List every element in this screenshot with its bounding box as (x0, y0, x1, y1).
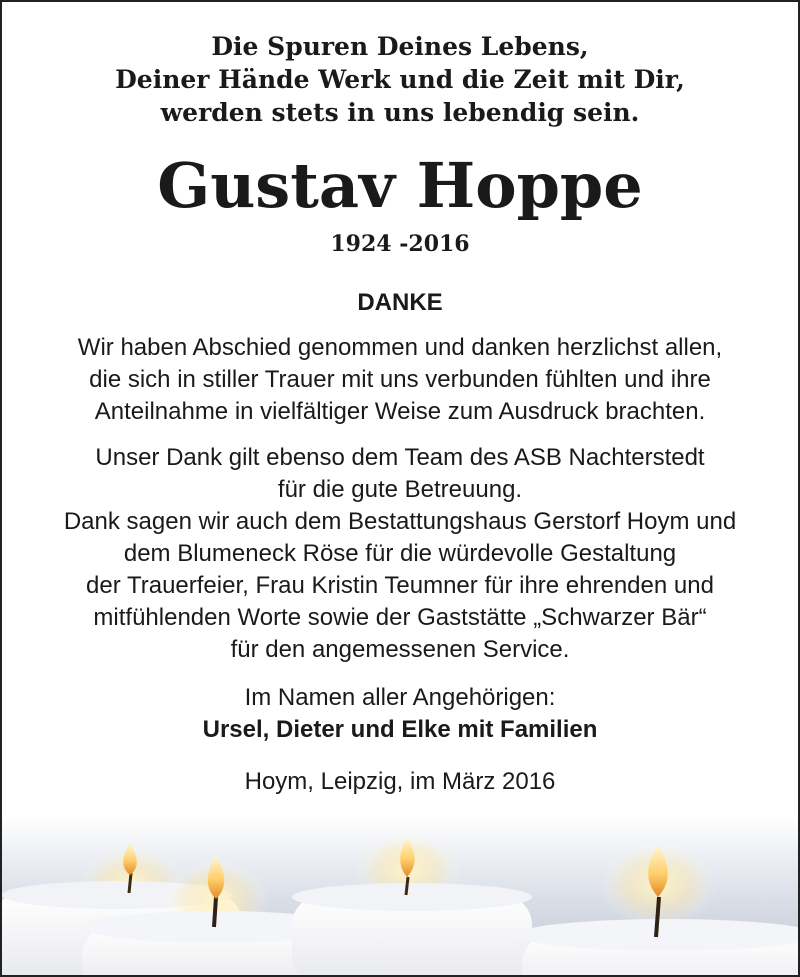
candles-image (2, 815, 798, 975)
candles-illustration (2, 815, 798, 975)
text-line: mitfühlenden Worte sowie der Gaststätte „Schwarzer Bär“ (93, 604, 707, 631)
text-line: Im Namen aller Angehörigen: (244, 684, 556, 711)
text-line: Anteilnahme in vielfältiger Weise zum Ausdruck brachten. (94, 398, 706, 425)
text-line: für die gute Betreuung. (277, 476, 523, 503)
motto-line: Die Spuren Deines Lebens, (211, 32, 589, 61)
place-and-date (2, 766, 798, 798)
text-line: Dank sagen wir auch dem Bestattungshaus Gerstorf Hoym und (63, 508, 737, 535)
candle-4 (517, 840, 798, 975)
thanks-heading: DANKE (357, 289, 443, 316)
candle-3 (292, 830, 532, 975)
text-line: Wir haben Abschied genommen und danken herzlichst allen, (77, 334, 723, 361)
signature-intro (2, 682, 798, 714)
thanks-paragraph-2 (2, 442, 798, 666)
motto-line: werden stets in uns lebendig sein. (160, 98, 640, 127)
text-line: Hoym, Leipzig, im März 2016 (244, 768, 556, 795)
deceased-name: Gustav Hoppe (157, 149, 643, 222)
motto-line: Deiner Hände Werk und die Zeit mit Dir, (115, 65, 685, 94)
text-line: dem Blumeneck Röse für die würdevolle Gestaltung (123, 540, 677, 567)
life-years: 1924 -2016 (330, 231, 470, 257)
text-line: die sich in stiller Trauer mit uns verbunden fühlten und ihre (89, 366, 711, 393)
signature-names: Ursel, Dieter und Elke mit Familien (202, 716, 598, 743)
text-line: Unser Dank gilt ebenso dem Team des ASB Nachterstedt (95, 444, 705, 471)
thanks-paragraph-1 (2, 332, 798, 428)
text-line: für den angemessenen Service. (230, 636, 570, 663)
motto (2, 30, 798, 129)
text-line: der Trauerfeier, Frau Kristin Teumner für ihre ehrenden und (86, 572, 714, 599)
